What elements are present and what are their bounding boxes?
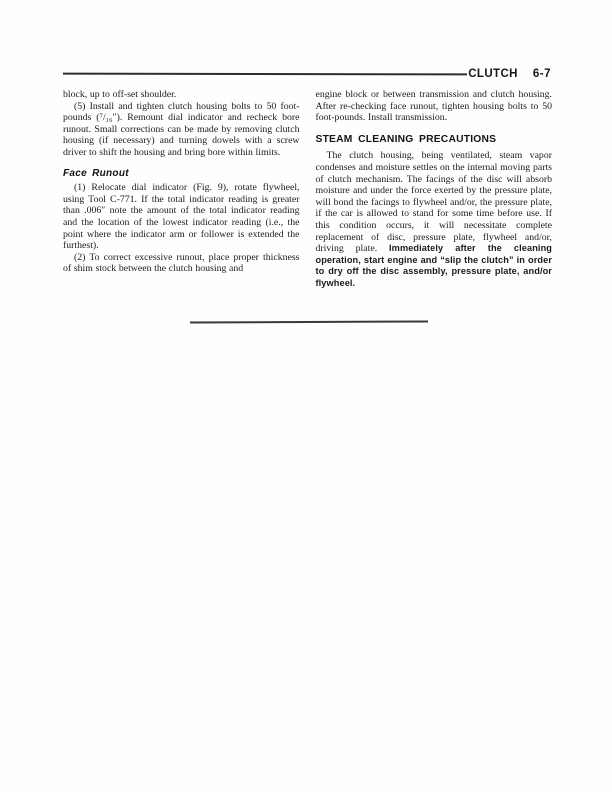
steam-cleaning-body-normal: The clutch housing, being ventilated, steam vapor condenses and moisture settles on the internal moving parts of clutch mechanism. The facings of the disc will absorb moisture and under the force exerted by the pressure plate, will bond the facings to flywheel and/or, the pressure plate, if the car is allowed to stand for some time before use. If this condition occurs, it will necessitate complete replacement of disc, pressure plate, flywheel and/or, driving plate. bbox=[315, 150, 552, 255]
section-title: CLUTCH bbox=[468, 67, 518, 80]
paragraph-steam-cleaning bbox=[316, 150, 553, 289]
mid-page-divider-rule bbox=[190, 320, 428, 323]
page-number: 6-7 bbox=[532, 67, 551, 80]
page-content bbox=[63, 66, 552, 290]
two-column-body bbox=[63, 89, 552, 290]
left-column bbox=[63, 89, 300, 290]
header-rule bbox=[63, 72, 467, 75]
paragraph-step5: (5) Install and tighten clutch housing bolts to 50 foot-pounds (⁷/₁₆″). Remount dial indicator and recheck bore runout. Small corrections can be made by removing clutch housing (if necessary) and turning dowels with a screw driver to shift the housing and bring bore within limits. bbox=[63, 100, 300, 158]
paragraph-step2: (2) To correct excessive runout, place proper thickness of shim stock between the clutch housing and bbox=[63, 251, 300, 275]
steam-cleaning-body-bold: Immediately after the cleaning operation, start engine and “slip the clutch” in order to dry off the disc assembly, pressure plate, and/or flywheel. bbox=[315, 243, 552, 288]
steam-cleaning-heading: STEAM CLEANING PRECAUTIONS bbox=[315, 133, 497, 145]
page-header bbox=[63, 66, 552, 81]
face-runout-heading: Face Runout bbox=[63, 167, 129, 179]
paragraph-continuation-right: engine block or between transmission and clutch housing. After re-checking face runout, tighten housing bolts to 50 foot-pounds. Install transmission. bbox=[315, 89, 552, 124]
right-column bbox=[316, 89, 553, 290]
paragraph-step1: (1) Relocate dial indicator (Fig. 9), rotate flywheel, using Tool C-771. If the total indicator reading is greater than .006″ note the amount of the total indicator reading and the location of the lowest indicator reading (i.e., the point where the indicator arm or follower is extended the furthest). bbox=[63, 182, 300, 252]
paragraph-continuation: block, up to off-set shoulder. bbox=[63, 89, 177, 100]
